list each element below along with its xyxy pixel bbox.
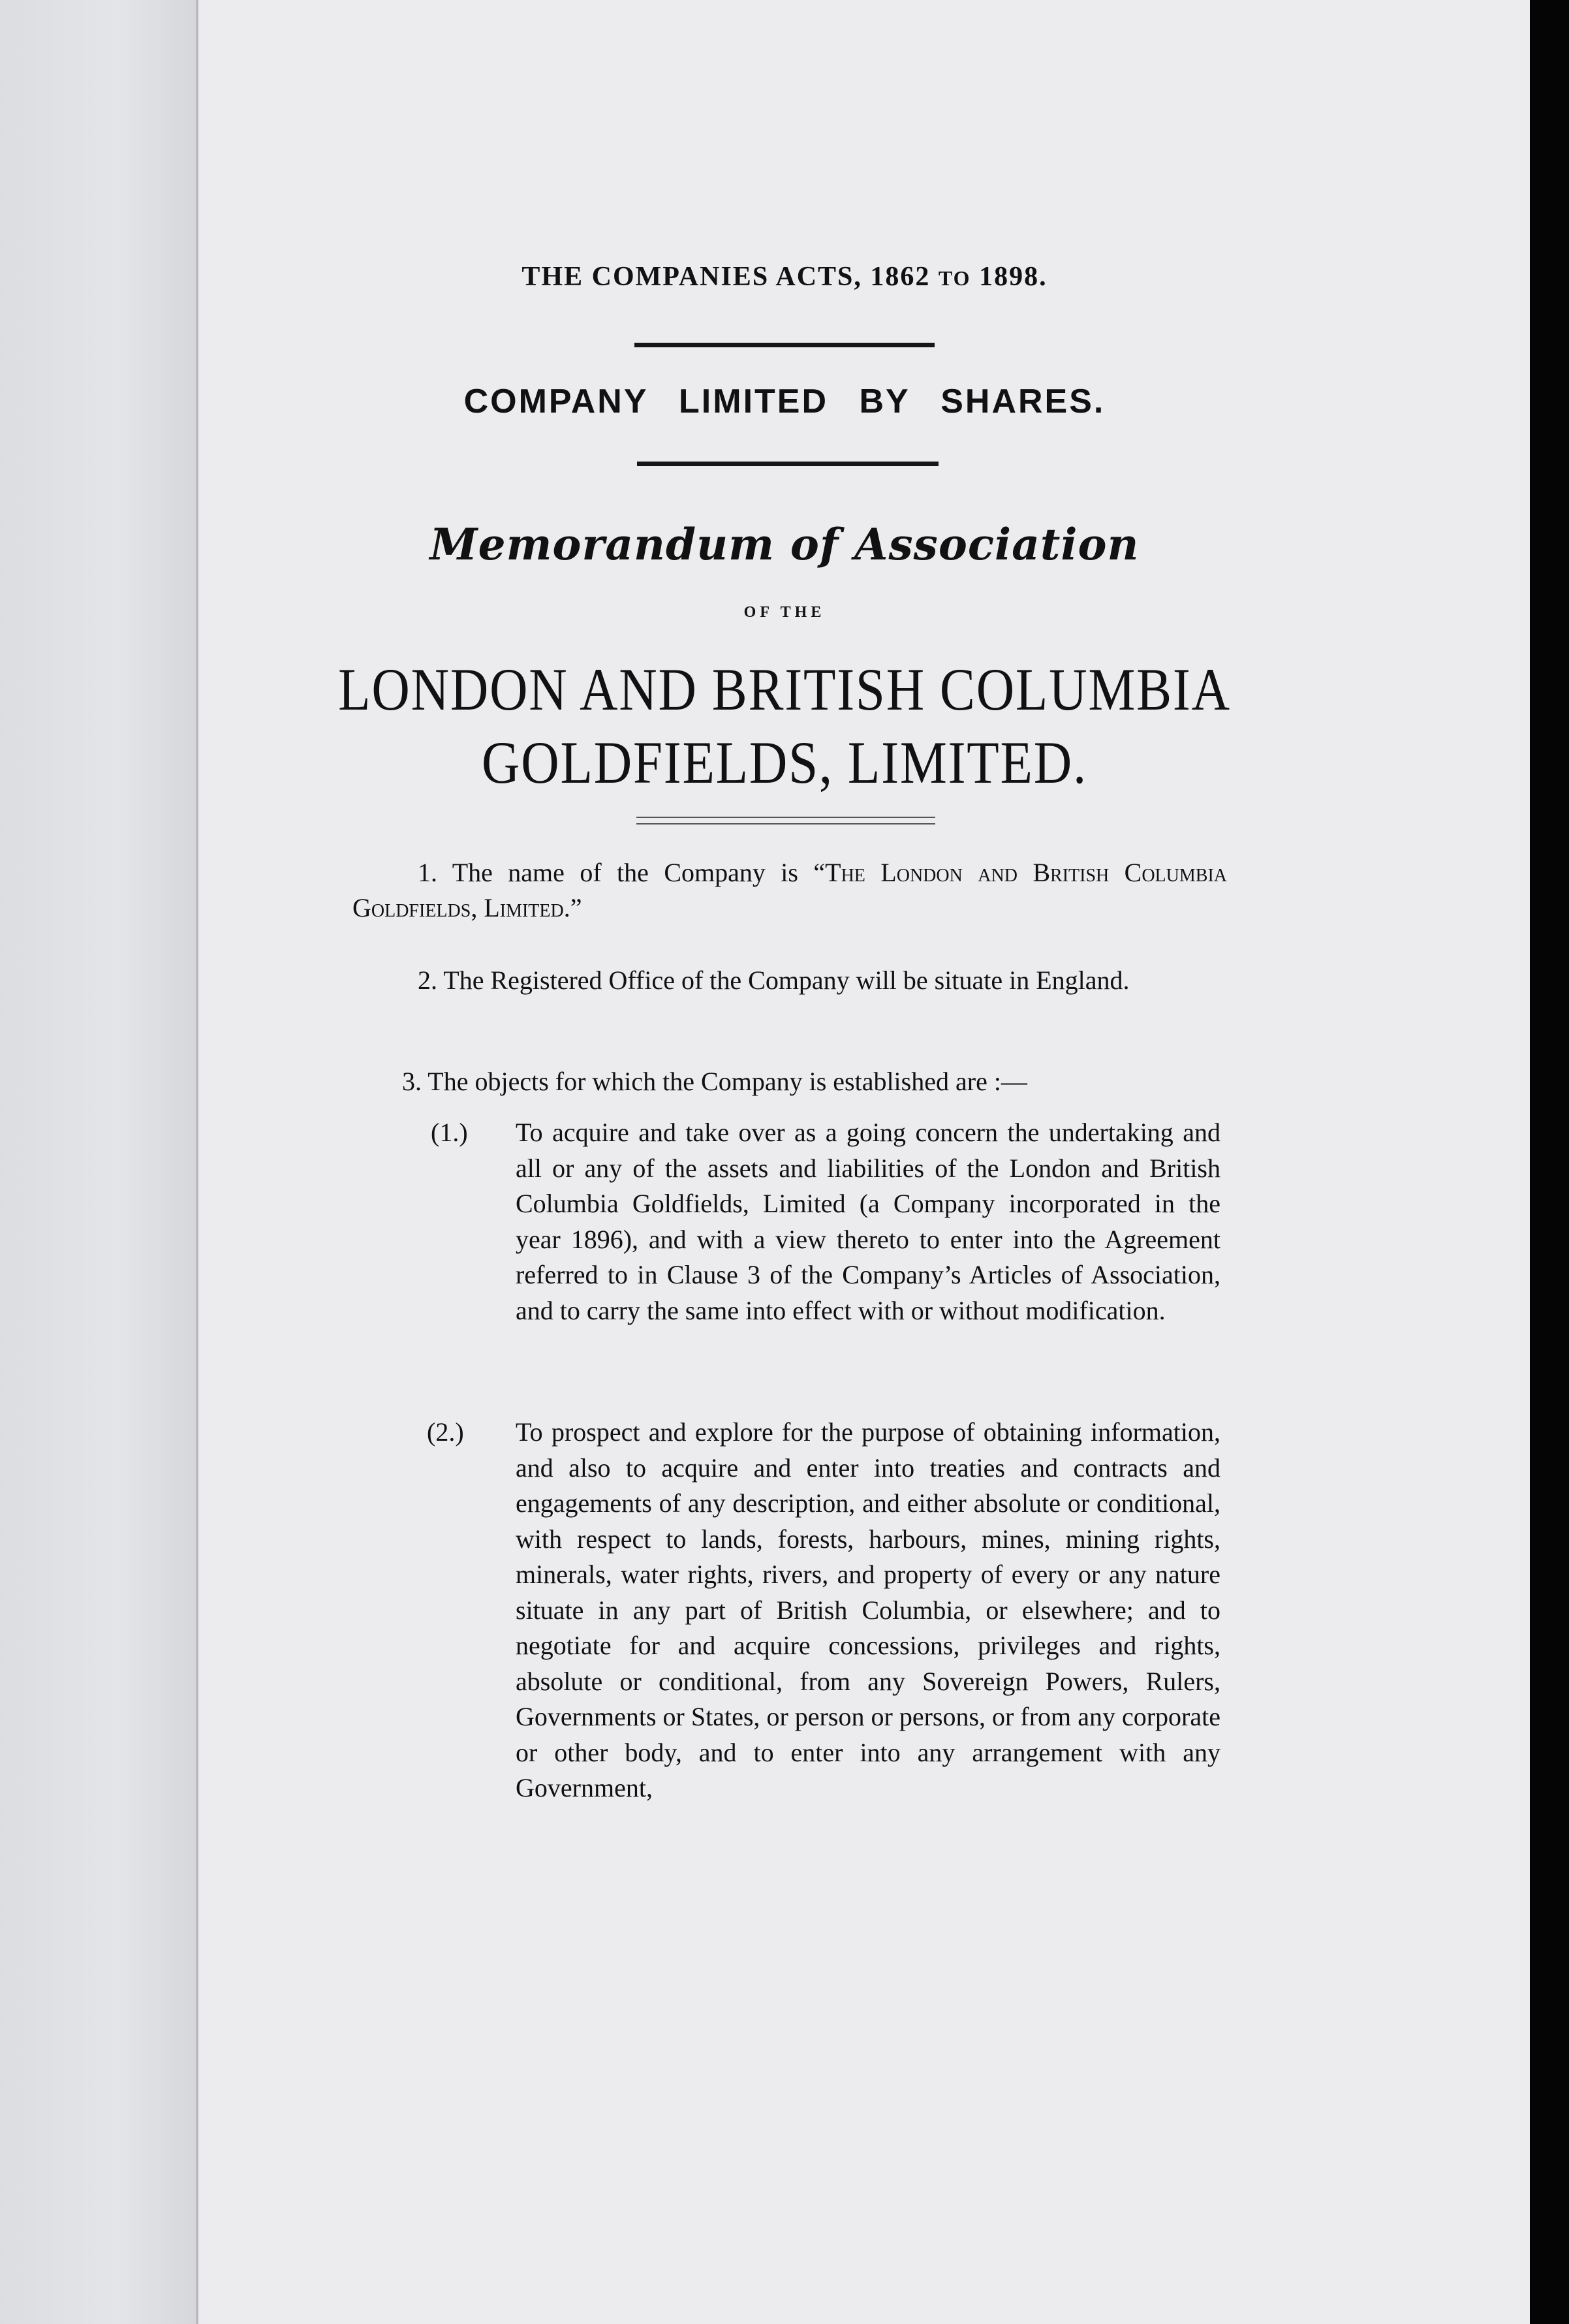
limited-by-shares-heading: COMPANY LIMITED BY SHARES.	[463, 383, 1106, 420]
object-2-text: To prospect and explore for the purpose of obtaining information, and also to acquire and enter into treaties and contracts and engagements of any description, and either absolute or conditional, with respect to lands, forests, harbours, mines, mining rights, minerals, water rights, rivers, and property of every or any nature situate in any part of British Columbia, or elsewhere; and to negotiate for and acquire concessions, privileges and rights, absolute or conditional, from any Sovereign Powers, Rulers, Governments or States, or person or persons, or from any corporate or other body, and to enter into any arrangement with any Government,	[516, 1417, 1220, 1802]
title-double-rule	[636, 817, 935, 824]
clause-3: 3. The objects for which the Company is established are :—	[402, 1067, 1027, 1096]
memorandum-title: Memorandum of Association	[429, 519, 1140, 570]
clause-2: 2. The Registered Office of the Company will be situate in England.	[418, 966, 1130, 995]
heading-rule-bottom	[637, 462, 939, 466]
clause-1-lead: 1. The name of the Company is “	[418, 858, 826, 887]
scan-border	[1530, 0, 1569, 2324]
company-name-title	[94, 653, 1475, 799]
acts-main-text: THE COMPANIES ACTS, 1862	[521, 262, 931, 292]
object-1-number: (1.)	[431, 1118, 468, 1147]
clause-1	[352, 855, 1227, 926]
object-2-number: (2.)	[427, 1417, 464, 1447]
company-name-line-1: LONDON AND BRITISH COLUMBIA	[338, 656, 1231, 723]
company-name-line-2: GOLDFIELDS, LIMITED.	[482, 729, 1087, 796]
acts-to-text: TO	[938, 266, 971, 290]
heading-rule-top	[634, 343, 935, 347]
clause-1-company-name: The London and British Columbia Goldfields, Limited.	[352, 858, 1227, 922]
clause-1-close-quote: ”	[570, 893, 582, 922]
companies-acts-heading	[0, 261, 1569, 292]
object-1-text: To acquire and take over as a going concern the undertaking and all or any of the assets and liabilities of the London and British Columbia Goldfields, Limited (a Company incorporated in the year 1896), and with a view thereto to enter into the Agreement referred to in Clause 3 of the Company’s Articles of Association, and to carry the same into effect with or without modification.	[516, 1118, 1220, 1325]
of-the-label: OF THE	[743, 604, 826, 621]
acts-year-text: 1898.	[979, 262, 1048, 292]
left-page-margin	[0, 0, 196, 2324]
